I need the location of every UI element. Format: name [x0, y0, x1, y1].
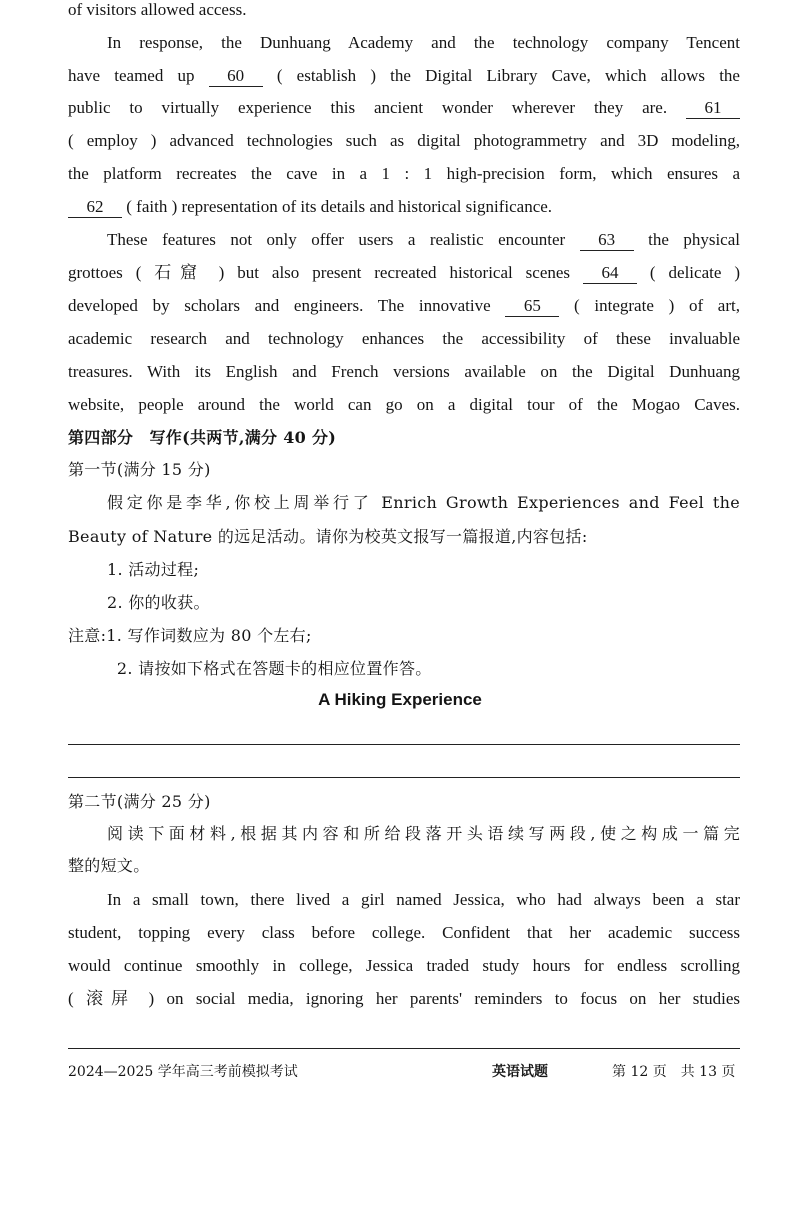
text-line — [68, 326, 740, 352]
text-line — [68, 95, 740, 121]
text-segment: 第四部分 写作(共两节,满分 40 分) — [68, 428, 337, 447]
text-segment: 整的短文。 — [68, 856, 150, 875]
footer-divider — [68, 1048, 740, 1049]
blank-65: 65 — [505, 296, 559, 317]
text-segment: website, people around the world can go on a digital tour of the Mogao Caves. — [68, 395, 740, 414]
text-segment: In response, the Dunhuang Academy and the technology company Tencent — [107, 33, 740, 52]
text-segment: treasures. With its English and French versions available on the Digital Dunhuang — [68, 362, 740, 381]
text-segment: Beauty of Nature 的远足活动。请你为校英文报写一篇报道,内容包括: — [68, 527, 588, 546]
text-segment: ( establish ) the Digital Library Cave, which allows the — [262, 66, 740, 85]
text-line — [68, 128, 740, 154]
answer-line — [68, 744, 740, 745]
answer-line — [68, 777, 740, 778]
text-line — [68, 853, 740, 879]
text-segment: public to virtually experience this ancient wonder wherever they are. — [68, 98, 686, 117]
text-line — [68, 359, 740, 385]
text-segment: the physical — [633, 230, 740, 249]
text-line — [68, 986, 740, 1012]
text-line — [68, 260, 740, 286]
footer-subject: 英语试题 — [492, 1064, 548, 1080]
text-segment: In a small town, there lived a girl named Jessica, who had always been a star — [107, 890, 740, 909]
footer-page-number: 第 12 页 共 13 页 — [612, 1064, 736, 1080]
text-line — [68, 293, 740, 319]
text-line — [68, 457, 740, 483]
text-line — [68, 920, 740, 946]
text-line — [68, 524, 740, 550]
text-line — [107, 887, 740, 913]
text-segment: ( 滚屏 ) on social media, ignoring her parents' reminders to focus on her studies — [68, 989, 740, 1008]
footer-exam-name: 2024—2025 学年高三考前模拟考试 — [68, 1064, 298, 1080]
essay-title: A Hiking Experience — [318, 690, 482, 709]
text-segment: 2. 你的收获。 — [107, 593, 210, 612]
text-line — [68, 623, 740, 649]
text-line — [107, 821, 740, 847]
text-segment: grottoes ( 石窟 ) but also present recreated historical scenes — [68, 263, 583, 282]
text-segment: ( employ ) advanced technologies such as digital photogrammetry and 3D modeling, — [68, 131, 740, 150]
text-line — [68, 789, 740, 815]
blank-64: 64 — [583, 263, 637, 284]
text-segment: 第一节(满分 15 分) — [68, 460, 211, 479]
blank-60: 60 — [209, 66, 263, 87]
text-segment: ( faith ) representation of its details and historical significance. — [122, 197, 553, 216]
text-line — [68, 656, 740, 682]
text-line — [107, 490, 740, 516]
text-segment: 2. 请按如下格式在答题卡的相应位置作答。 — [68, 659, 432, 678]
text-line — [68, 0, 740, 23]
text-line — [68, 161, 740, 187]
blank-61: 61 — [686, 98, 740, 119]
text-line — [107, 557, 740, 583]
text-line — [107, 30, 740, 56]
text-segment: would continue smoothly in college, Jessica traded study hours for endless scrolling — [68, 956, 740, 975]
blank-62: 62 — [68, 197, 122, 218]
text-segment: have teamed up — [68, 66, 209, 85]
text-segment: student, topping every class before college. Confident that her academic success — [68, 923, 740, 942]
blank-63: 63 — [580, 230, 634, 251]
text-segment: 阅读下面材料,根据其内容和所给段落开头语续写两段,使之构成一篇完 — [107, 824, 740, 843]
text-segment: academic research and technology enhances the accessibility of these invaluable — [68, 329, 740, 348]
text-segment: the platform recreates the cave in a 1 : 1 high-precision form, which ensures a — [68, 164, 740, 183]
text-line — [68, 392, 740, 418]
text-segment: ( delicate ) — [636, 263, 740, 282]
text-line — [107, 227, 740, 253]
text-line — [68, 425, 740, 451]
text-line — [68, 63, 740, 89]
text-segment: 假定你是李华,你校上周举行了 Enrich Growth Experiences and Feel the — [107, 493, 740, 512]
text-segment: These features not only offer users a realistic encounter — [107, 230, 580, 249]
text-segment: 注意:1. 写作词数应为 80 个左右; — [68, 626, 312, 645]
text-segment: 第二节(满分 25 分) — [68, 792, 211, 811]
text-line — [68, 194, 740, 220]
text-line — [68, 953, 740, 979]
text-segment: of visitors allowed access. — [68, 0, 247, 19]
text-segment: ( integrate ) of art, — [559, 296, 740, 315]
text-segment: developed by scholars and engineers. The innovative — [68, 296, 506, 315]
text-line — [107, 590, 740, 616]
text-segment: 1. 活动过程; — [107, 560, 200, 579]
